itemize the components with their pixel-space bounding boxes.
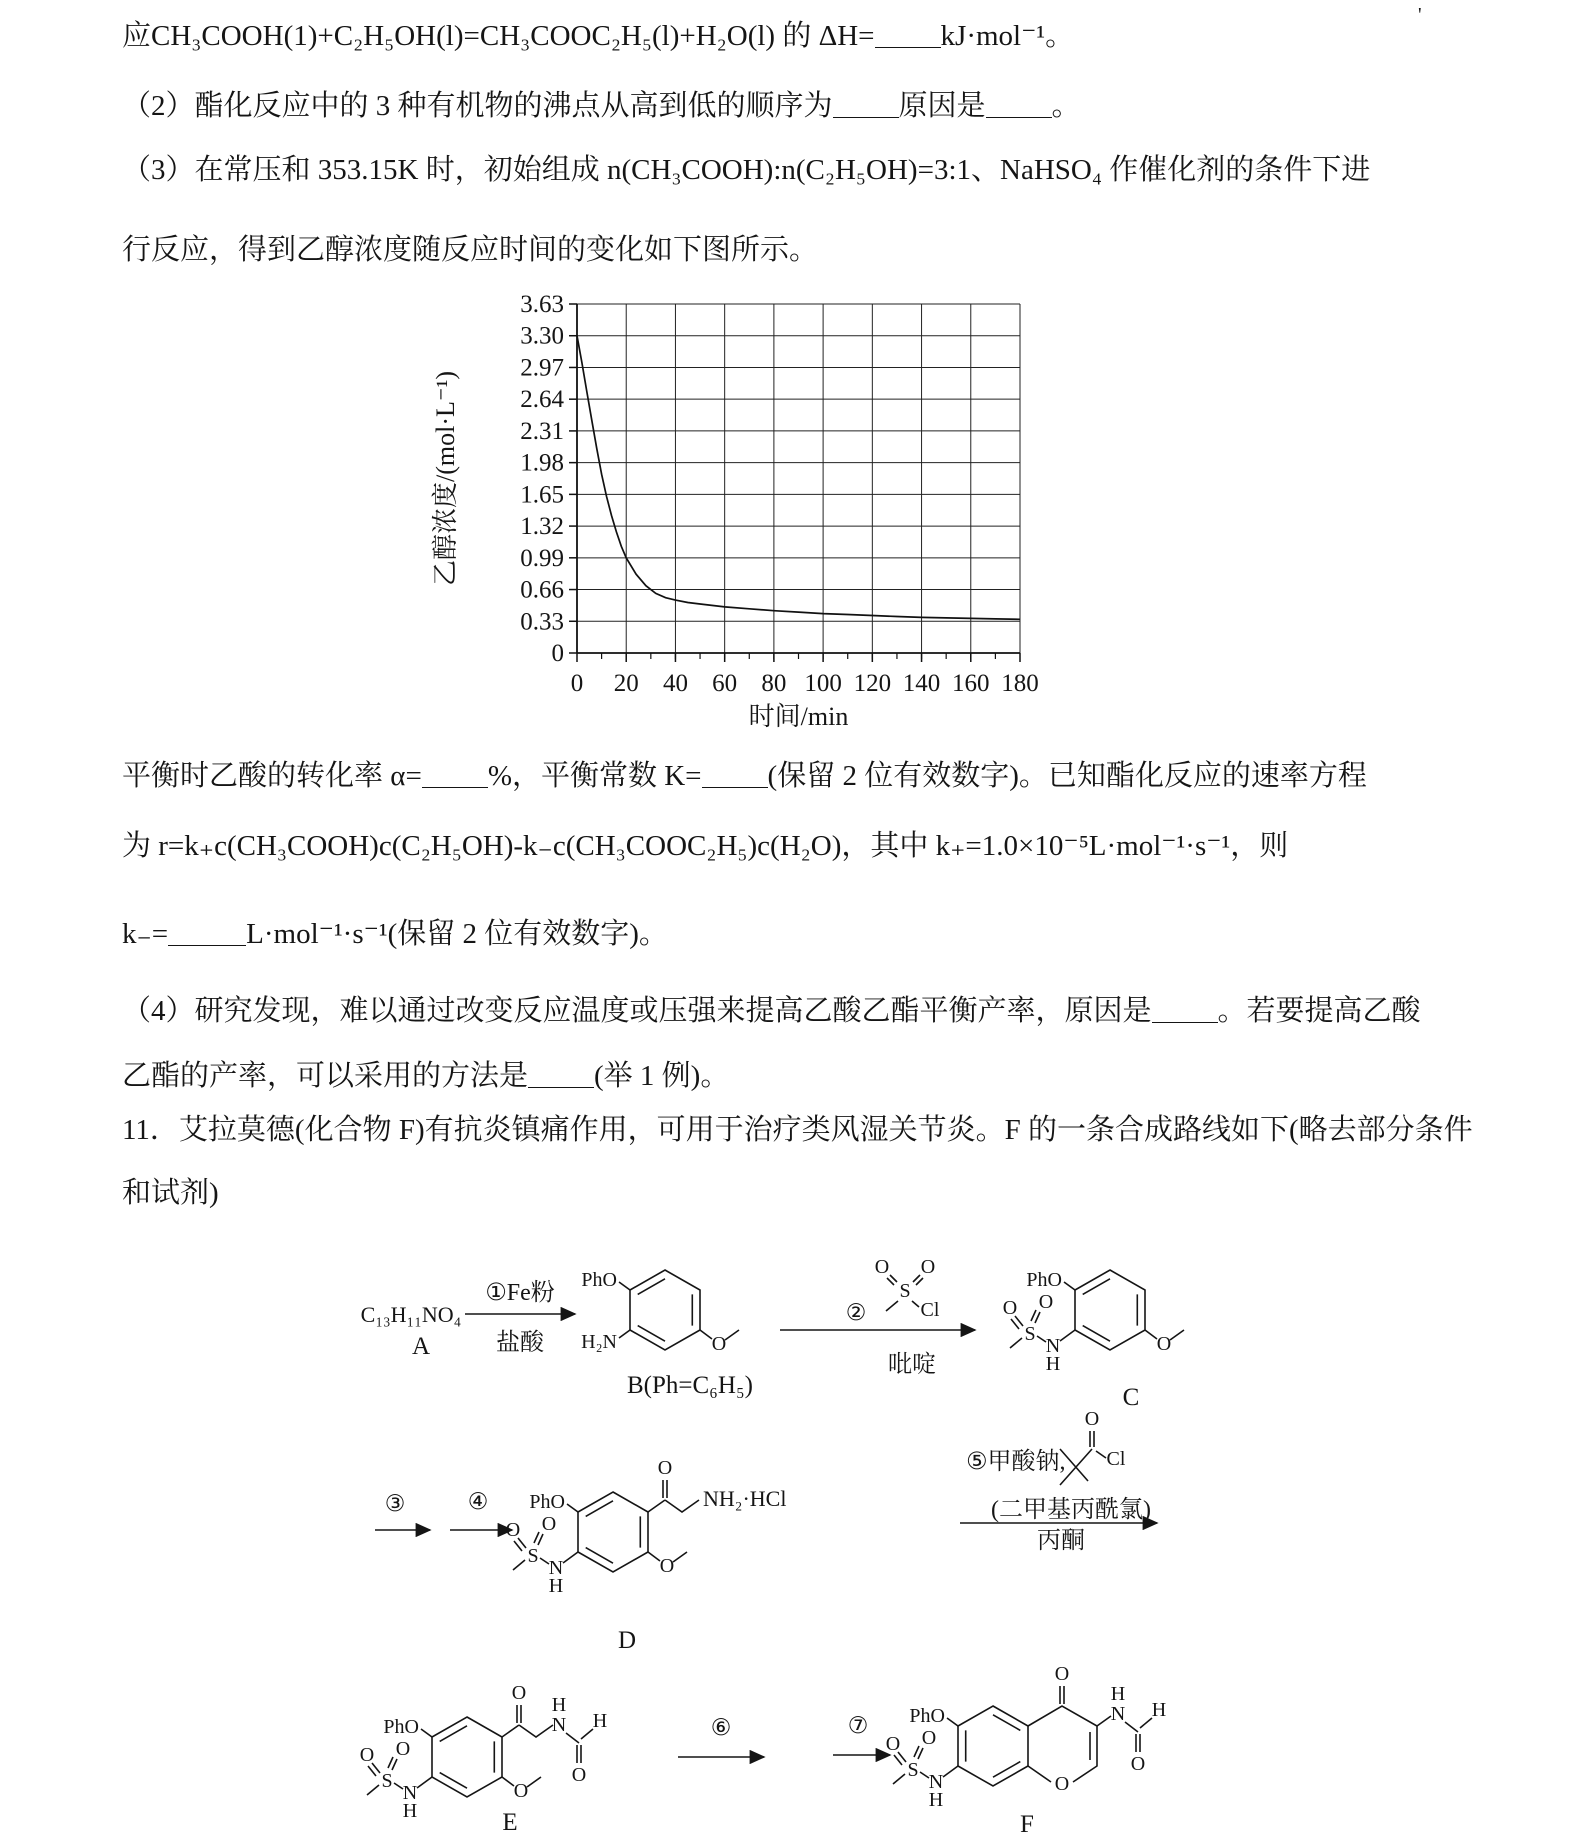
compound-e-label: E (502, 1809, 518, 1836)
line-alpha-k (122, 758, 1367, 794)
chart-y-tick-label: 0 (551, 640, 564, 667)
phenoxy-label: PhO (529, 1491, 565, 1513)
pyranone-ring (1028, 1706, 1097, 1782)
compound-e-structure (360, 1682, 607, 1822)
reaction-arrow-7 (833, 1713, 890, 1755)
answer-blank[interactable] (702, 768, 768, 788)
line-text: 乙酯的产率，可以采用的方法是 (122, 1060, 529, 1092)
chart-y-tick-label: 1.65 (520, 481, 564, 509)
answer-blank[interactable] (422, 768, 488, 788)
reaction-arrow-1 (465, 1279, 575, 1356)
chart-y-tick-label: 0.33 (520, 608, 564, 636)
reaction-arrow-6 (678, 1715, 764, 1757)
phenoxy-label: PhO (581, 1269, 617, 1291)
o-label: O (571, 1764, 587, 1786)
step7-circled-number: ⑦ (847, 1713, 869, 1738)
h-label: H (1045, 1353, 1061, 1375)
answer-blank[interactable] (833, 98, 899, 118)
benzene-ring (578, 1492, 648, 1572)
reaction-arrow-2 (780, 1300, 975, 1378)
compound-b-label: B(Ph=C₆H₅) (627, 1372, 753, 1399)
cl-label: Cl (1106, 1448, 1126, 1470)
step2-circled-number: ② (845, 1300, 867, 1325)
ketoamide-chain (502, 1682, 607, 1786)
step3-circled-number: ③ (384, 1491, 406, 1516)
chart-x-tick-label: 160 (952, 670, 990, 697)
s-label: S (1024, 1323, 1036, 1345)
compound-d-label: D (617, 1627, 637, 1654)
aromatic-double-bonds (966, 1715, 1021, 1777)
line-text: %，平衡常数 K= (487, 760, 702, 792)
compound-a-formula: C₁₃H₁₁NO₄ (360, 1302, 462, 1327)
line-text: 平衡时乙酸的转化率 α= (122, 760, 422, 792)
o-label: O (885, 1733, 901, 1755)
n-label: N (402, 1782, 418, 1804)
methoxy-o-label: O (711, 1333, 727, 1355)
line-text: 。 (1051, 90, 1081, 122)
methoxy-o-label: O (659, 1555, 675, 1577)
cl-label: Cl (920, 1299, 940, 1321)
line-text: (保留 2 位有效数字)。已知酯化反应的速率方程 (767, 760, 1367, 792)
n-label: N (928, 1771, 944, 1793)
reaction-arrow-5 (960, 1448, 1157, 1554)
dimethylpropanoyl-chloride-structure (1060, 1408, 1126, 1485)
h-label: H (548, 1575, 564, 1597)
chart-y-tick-label: 1.98 (520, 449, 564, 477)
line-text: （4）研究发现，难以通过改变反应温度或压强来提高乙酸乙酯平衡产率，原因是 (122, 995, 1152, 1027)
chart-x-tick-label: 100 (804, 670, 842, 697)
mesylamino-group (360, 1738, 432, 1822)
chart-x-tick-label: 180 (1001, 670, 1039, 697)
answer-blank[interactable] (1152, 1003, 1218, 1023)
o-label: O (1038, 1291, 1054, 1313)
ethanol-concentration-chart (420, 252, 1070, 732)
compound-b-structure (581, 1269, 739, 1355)
synthesis-row-1 (280, 1248, 1280, 1423)
compound-c-label: C (1122, 1384, 1140, 1411)
step5-reagent-name: (二甲基丙酰氯) (991, 1497, 1151, 1523)
mesylamino-group (506, 1513, 578, 1597)
chart-y-axis-title: 乙醇浓度/(mol·L⁻¹) (431, 370, 460, 587)
n-label: N (551, 1714, 567, 1736)
line-dh-equation (122, 18, 1074, 54)
chart-x-axis-title: 时间/min (748, 702, 849, 731)
phenoxy-label: PhO (1026, 1269, 1062, 1291)
formamide-chain (1097, 1683, 1166, 1775)
line-text: (举 1 例)。 (594, 1060, 730, 1092)
chart-x-tick-label: 20 (613, 670, 639, 697)
aromatic-double-bonds (440, 1726, 495, 1788)
step2-solvent: 吡啶 (888, 1352, 936, 1378)
line-q4b (122, 1058, 729, 1094)
line-text: （3）在常压和 353.15K 时，初始组成 n(CH₃COOH):n(C₂H₅OH)=3:1、NaHSO₄ 作催化剂的条件下进 (122, 154, 1371, 186)
answer-blank[interactable] (986, 98, 1052, 118)
benzene-ring (1075, 1270, 1145, 1350)
n-label: N (1045, 1335, 1061, 1357)
chart-y-tick-label: 2.97 (520, 354, 564, 382)
o-label: O (1002, 1297, 1018, 1319)
mesyl-chloride-structure (875, 1256, 940, 1321)
compound-f-structure (886, 1663, 1166, 1811)
chart-y-tick-label: 0.99 (520, 544, 564, 572)
line-q11b (122, 1175, 219, 1211)
step5-reagent-text: ⑤甲酸钠, (966, 1449, 1066, 1475)
line-text: L·mol⁻¹·s⁻¹(保留 2 位有效数字)。 (246, 918, 668, 950)
line-k-minus (122, 916, 668, 952)
chart-series-curve (577, 336, 1020, 620)
mesylamino-group (886, 1727, 958, 1811)
compound-a-label: A (411, 1333, 431, 1360)
stray-mark: ' (1418, 4, 1422, 26)
s-label: S (381, 1770, 393, 1792)
benzene-ring (432, 1717, 502, 1797)
line-q2 (122, 88, 1081, 124)
amine-hcl-label: NH₂·HCl (703, 1486, 787, 1511)
o-label: O (921, 1727, 937, 1749)
o-label: O (1130, 1753, 1146, 1775)
aromatic-double-bonds (1083, 1279, 1138, 1341)
line-text: 为 r=k₊c(CH₃COOH)c(C₂H₅OH)-k₋c(CH₃COOC₂H₅)c(H₂O)，其中 k₊=1.0×10⁻⁵L·mol⁻¹·s⁻¹，则 (122, 830, 1289, 862)
step6-circled-number: ⑥ (710, 1715, 732, 1740)
o-label: O (541, 1513, 557, 1535)
h-label: H (928, 1789, 944, 1811)
h-label: H (1110, 1683, 1126, 1705)
chart-x-tick-label: 0 (570, 670, 584, 697)
reaction-arrow-3 (375, 1491, 430, 1530)
chart-y-tick-label: 1.32 (520, 513, 564, 541)
n-label: N (548, 1557, 564, 1579)
synthesis-row-2 (280, 1405, 1330, 1657)
o-label: O (920, 1256, 936, 1278)
compound-d-structure (506, 1457, 787, 1597)
chart-x-tick-label: 80 (761, 670, 787, 697)
step4-circled-number: ④ (467, 1489, 489, 1514)
o-label: O (874, 1256, 890, 1278)
o-label: O (395, 1738, 411, 1760)
chart-y-tick-label: 2.64 (520, 386, 564, 414)
line-text: kJ·mol⁻¹。 (940, 20, 1075, 52)
o-label: O (511, 1682, 527, 1704)
s-label: S (899, 1280, 911, 1302)
chart-x-tick-label: 40 (662, 670, 688, 697)
aromatic-double-bonds (586, 1501, 641, 1563)
line-q4a (122, 993, 1421, 1029)
line-rate-equation (122, 828, 1288, 864)
chart-y-tick-label: 0.66 (520, 576, 564, 604)
compound-c-structure (1003, 1269, 1184, 1375)
line-text: k₋= (122, 918, 169, 950)
line-text: 应CH₃COOH(1)+C₂H₅OH(l)=CH₃COOC₂H₅(l)+H₂O(l) 的 ΔH= (122, 20, 875, 52)
answer-blank[interactable] (168, 926, 246, 946)
step1-reagent-above: ①Fe粉 (485, 1280, 555, 1306)
compound-f-label: F (1020, 1811, 1034, 1838)
mesylamino-group (1003, 1291, 1075, 1375)
benzene-ring (630, 1270, 700, 1350)
h-label: H (1151, 1699, 1167, 1721)
step5-solvent: 丙酮 (1037, 1528, 1085, 1554)
methoxy-o-label: O (513, 1780, 529, 1802)
line-text: （2）酯化反应中的 3 种有机物的沸点从高到低的顺序为 (122, 90, 833, 122)
amine-label: H₂N (581, 1331, 617, 1353)
s-label: S (907, 1759, 919, 1781)
h-label: H (592, 1710, 608, 1732)
reaction-arrow-4 (450, 1489, 512, 1530)
o-label: O (1084, 1408, 1100, 1430)
s-label: S (527, 1545, 539, 1567)
line-text: 和试剂) (122, 1177, 219, 1209)
answer-blank[interactable] (875, 28, 941, 48)
line-text: 。若要提高乙酸 (1217, 995, 1421, 1027)
answer-blank[interactable] (528, 1068, 594, 1088)
synthesis-row-3 (280, 1655, 1586, 1842)
o-label: O (359, 1744, 375, 1766)
chart-x-tick-label: 60 (712, 670, 738, 697)
chart-x-tick-label: 140 (902, 670, 941, 697)
chart-y-tick-label: 3.30 (520, 322, 564, 350)
line-text: 原因是 (898, 90, 986, 122)
line-q11a (122, 1112, 1473, 1148)
phenoxy-label: PhO (909, 1705, 945, 1727)
h-label: H (551, 1694, 567, 1716)
benzene-ring (958, 1706, 1028, 1786)
line-q3a (122, 152, 1370, 188)
h-label: H (402, 1800, 418, 1822)
step1-reagent-below: 盐酸 (496, 1330, 544, 1356)
o-label: O (657, 1457, 673, 1479)
chart-y-tick-label: 3.63 (520, 291, 564, 318)
methoxy-o-label: O (1156, 1333, 1172, 1355)
carbonyl-o-label: O (1054, 1663, 1070, 1685)
aromatic-double-bonds (638, 1279, 693, 1341)
chart-y-tick-label: 2.31 (520, 417, 564, 445)
line-text: 11．艾拉莫德(化合物 F)有抗炎镇痛作用，可用于治疗类风湿关节炎。F 的一条合成路线如下(略去部分条件 (122, 1114, 1473, 1146)
phenoxy-label: PhO (383, 1716, 419, 1738)
n-label: N (1110, 1703, 1126, 1725)
chart-x-tick-label: 120 (853, 670, 892, 697)
o-label: O (505, 1519, 521, 1541)
ketone-chain (648, 1457, 786, 1512)
ring-o-label: O (1054, 1773, 1070, 1795)
line-text: 行反应，得到乙醇浓度随反应时间的变化如下图所示。 (122, 234, 819, 266)
